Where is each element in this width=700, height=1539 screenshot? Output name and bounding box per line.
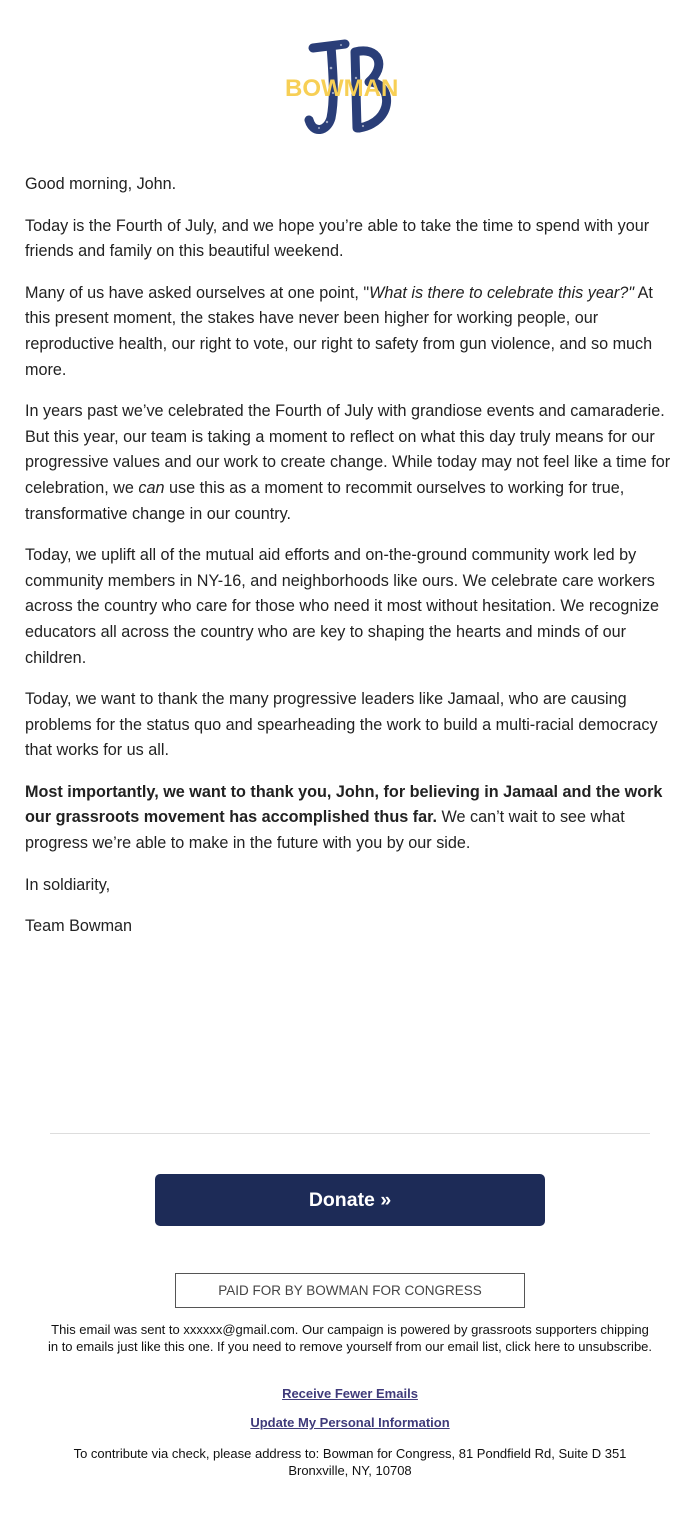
mailing-address: To contribute via check, please address to: Bowman for Congress, 81 Pondfield Rd, Suite D 351 Bronxville, NY, 10708 (73, 1446, 627, 1478)
paragraph-thank-you (25, 780, 675, 857)
paid-for-disclaimer: PAID FOR BY BOWMAN FOR CONGRESS (175, 1273, 525, 1308)
email-body (25, 172, 675, 956)
paragraph-progressive-leaders: Today, we want to thank the many progressive leaders like Jamaal, who are causing problems for the status quo and spearheading the work to build a multi-racial democracy that works for us all. (25, 690, 658, 760)
signature: Team Bowman (25, 917, 133, 936)
p3-rest: use this as a moment to recommit ourselves to working for true, transformative change in our country. (25, 478, 625, 523)
receive-fewer-emails-link[interactable]: Receive Fewer Emails (282, 1386, 418, 1401)
paragraph-what-to-celebrate (25, 281, 675, 383)
greeting: Good morning, John. (25, 175, 177, 193)
p2-rest: At this present moment, the stakes have never been higher for working people, our reproductive health, our right to vote, our right to safety from gun violence, and so much more. (25, 283, 653, 379)
p2-italic-question: What is there to celebrate this year?" (369, 283, 634, 302)
bowman-jb-logo-icon (283, 38, 417, 138)
sent-to-notice: This email was sent to xxxxxx@gmail.com. Our campaign is powered by grassroots supporters chipping in to emails just like this one. If you need to remove yourself from our email list, click here to unsubscribe. (47, 1322, 653, 1354)
paragraph-fourth-of-july: Today is the Fourth of July, and we hope you’re able to take the time to spend with your friends and family on this beautiful weekend. (25, 216, 650, 261)
p6-bold: Most importantly, we want to thank you, John, for believing in Jamaal and the work our grassroots movement has accomplished thus far. (25, 782, 663, 827)
closing: In soldiarity, (25, 875, 111, 894)
update-personal-info-link[interactable]: Update My Personal Information (250, 1415, 450, 1430)
p2-lead: Many of us have asked ourselves at one point, " (25, 283, 370, 302)
paragraph-mutual-aid: Today, we uplift all of the mutual aid efforts and on-the-ground community work led by community members in NY-16, and neighborhoods like ours. We celebrate care workers across the country who care for those who need it most without hesitation. We recognize educators all across the country who are key to shaping the hearts and minds of our children. (25, 546, 660, 667)
bowman-logo[interactable] (283, 38, 417, 138)
donate-button[interactable]: Donate » (155, 1174, 545, 1226)
p3-italic-can: can (138, 478, 165, 497)
paragraph-years-past (25, 399, 675, 527)
p6-rest: We can’t wait to see what progress we’re able to make in the future with you by our side. (25, 808, 625, 853)
footer-divider (50, 1133, 650, 1134)
p3-lead: In years past we’ve celebrated the Fourth of July with grandiose events and camaraderie. But this year, our team is taking a moment to reflect on what this day truly means for our progressive values and our work to create change. While today may not feel like a time for celebration, we (25, 402, 671, 497)
logo-word: BOWMAN (285, 75, 399, 102)
